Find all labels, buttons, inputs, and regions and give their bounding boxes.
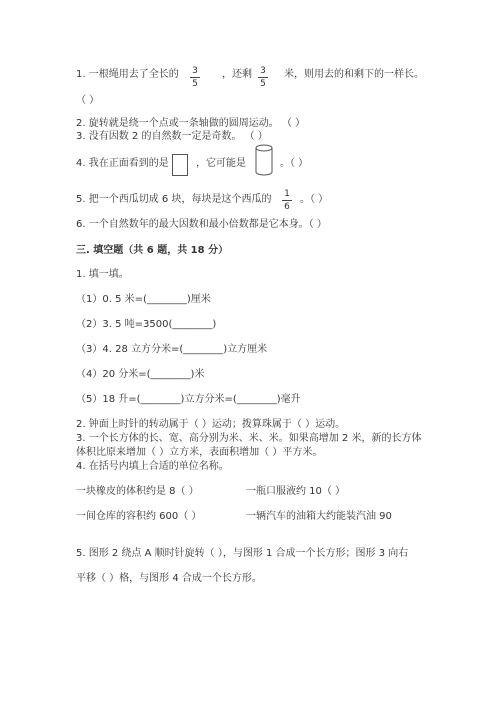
fill-item-1: （1）0. 5 米=(________)厘米 xyxy=(76,294,211,305)
fill-item-5: （5）18 升=(________)立方分米=(________)毫升 xyxy=(76,394,301,405)
judge-q2: 2. 旋转就是绕一个点或一条轴做的圆周运动。 （ ） xyxy=(76,118,306,129)
fill-q3-line2: 体积比原来增加（ ）立方米，表面积增加（ ）平方米。 xyxy=(76,447,323,458)
fill-q5-line2: 平移（ ）格，与图形 4 合成一个长方形。 xyxy=(76,573,262,584)
fraction-numerator: 1 xyxy=(284,189,290,199)
fill-q3-line1: 3. 一个长方体的长、宽、高分别为米、米、米。如果高增加 2 米，新的长方体 xyxy=(76,433,422,444)
judge-q4-text-after: 。（ ） xyxy=(280,158,309,169)
unit-left-2: 一间仓库的容积约 600（ ） xyxy=(76,511,202,522)
fraction-bar xyxy=(258,77,268,78)
judge-q3: 3. 没有因数 2 的自然数一定是奇数。 （ ） xyxy=(76,131,268,142)
fill-q5-line1: 5. 图形 2 绕点 A 顺时针旋转（ ），与图形 1 合成一个长方形；图形 3 向右 xyxy=(76,548,409,559)
judge-q5-text-after: 。（ ） xyxy=(300,194,329,205)
judge-q5-fraction xyxy=(282,189,292,212)
judge-q1-answer[interactable]: （ ） xyxy=(76,95,100,106)
judge-q4-text-mid: ，它可能是 xyxy=(196,158,246,169)
judge-q1 xyxy=(76,68,179,82)
unit-right-2: 一辆汽车的油箱大约能装汽油 90 xyxy=(246,511,392,522)
fill-item-4: （4）20 分米=(________)米 xyxy=(76,369,205,380)
fill-q1-title: 1. 填一填。 xyxy=(76,269,129,280)
cylinder-icon xyxy=(255,144,273,176)
judge-q1-text-after: 米，则用去的和剩下的一样长。 xyxy=(284,69,424,80)
fraction-numerator: 3 xyxy=(260,66,266,76)
judge-q1-text-before: 1. 一根绳用去了全长的 xyxy=(76,69,179,80)
judge-q1-text-mid: ，还剩 xyxy=(222,69,252,80)
fill-item-3: （3）4. 28 立方分米=(________)立方厘米 xyxy=(76,344,268,355)
unit-right-1: 一瓶口服液约 10（ ） xyxy=(246,486,346,497)
judge-q4-text-before: 4. 我在正面看到的是 xyxy=(76,158,169,169)
judge-q1-fraction-2 xyxy=(258,66,268,89)
fraction-denominator: 6 xyxy=(284,202,290,212)
fraction-numerator: 3 xyxy=(192,66,198,76)
fill-q2: 2. 钟面上时针的转动属于（ ）运动；拨算珠属于（ ）运动。 xyxy=(76,419,346,430)
section-heading: 三. 填空题（共 6 题，共 18 分） xyxy=(76,245,229,256)
judge-q5-text-before: 5. 把一个西瓜切成 6 块，每块是这个西瓜的 xyxy=(76,194,272,205)
unit-left-1: 一块橡皮的体积约是 8（ ） xyxy=(76,486,199,497)
square-icon xyxy=(172,154,188,176)
judge-q1-fraction-1 xyxy=(190,66,200,89)
fraction-bar xyxy=(190,77,200,78)
fraction-bar xyxy=(282,200,292,201)
judge-q6: 6. 一个自然数年的最大因数和最小倍数都是它本身。（ ） xyxy=(76,219,327,230)
fill-q4: 4. 在括号内填上合适的单位名称。 xyxy=(76,461,229,472)
fraction-denominator: 5 xyxy=(192,79,198,89)
fill-item-2: （2）3. 5 吨=3500(________) xyxy=(76,319,217,330)
fraction-denominator: 5 xyxy=(260,79,266,89)
